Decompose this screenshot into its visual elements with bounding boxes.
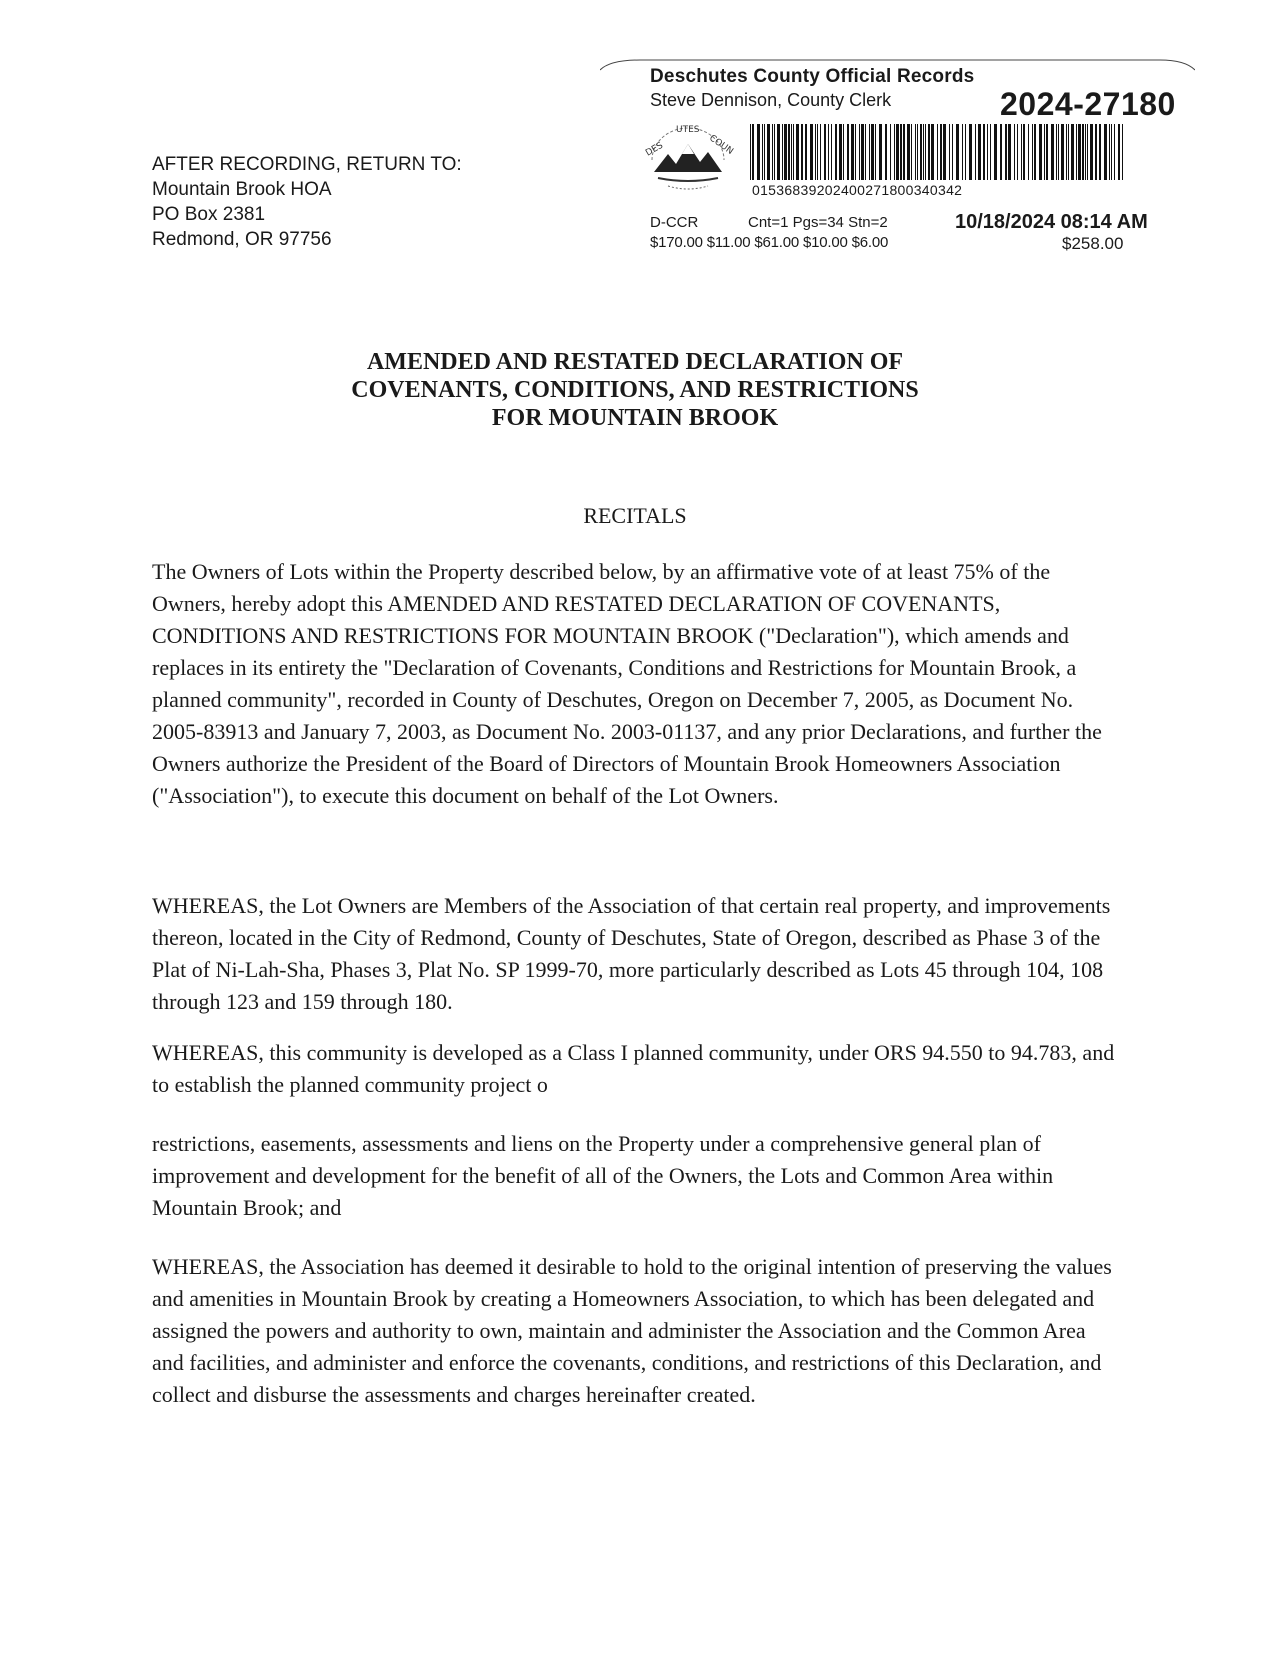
barcode-bar bbox=[851, 124, 854, 180]
barcode-bar bbox=[990, 124, 991, 180]
barcode-bar bbox=[772, 124, 773, 180]
barcode-bar bbox=[987, 124, 988, 180]
barcode-bar bbox=[875, 124, 876, 180]
barcode-bar bbox=[940, 124, 942, 180]
recording-office: Deschutes County Official Records bbox=[650, 66, 975, 87]
barcode-bar bbox=[1046, 124, 1048, 180]
barcode-bar bbox=[1056, 124, 1057, 180]
barcode-bar bbox=[843, 124, 844, 180]
barcode-bar bbox=[911, 124, 912, 180]
fee-breakdown: $170.00 $11.00 $61.00 $10.00 $6.00 bbox=[650, 234, 889, 251]
barcode-bar bbox=[925, 124, 926, 180]
barcode-bar bbox=[952, 124, 953, 180]
barcode-bar bbox=[1087, 124, 1088, 180]
barcode-bar bbox=[793, 124, 794, 180]
barcode-bar bbox=[1014, 124, 1015, 180]
return-name: Mountain Brook HOA bbox=[152, 179, 332, 200]
barcode-bar bbox=[1090, 124, 1093, 180]
barcode-bar bbox=[931, 124, 934, 180]
barcode-bar bbox=[965, 124, 966, 180]
barcode-bar bbox=[764, 124, 765, 180]
barcode-bar bbox=[1066, 124, 1067, 180]
barcode-bar bbox=[815, 124, 816, 180]
barcode-bar bbox=[1061, 124, 1064, 180]
barcode-bar bbox=[896, 124, 899, 180]
barcode-bar bbox=[784, 124, 787, 180]
county-clerk: Steve Dennison, County Clerk bbox=[650, 90, 892, 110]
barcode-bar bbox=[1109, 124, 1110, 180]
barcode-bar bbox=[1008, 124, 1011, 180]
barcode-bar bbox=[1039, 124, 1042, 180]
return-address bbox=[152, 152, 462, 252]
barcode-bar bbox=[752, 124, 754, 180]
barcode-bar bbox=[869, 124, 870, 180]
barcode-bar bbox=[1000, 124, 1002, 180]
barcode-bar bbox=[859, 124, 860, 180]
barcode-bar bbox=[782, 124, 783, 180]
barcode-bar bbox=[1034, 124, 1036, 180]
barcode-bar bbox=[1085, 124, 1086, 180]
barcode-bar bbox=[917, 124, 918, 180]
svg-text:DES: DES bbox=[644, 140, 665, 159]
barcode-bar bbox=[791, 124, 792, 180]
barcode-bar bbox=[1051, 124, 1054, 180]
barcode-bar bbox=[923, 124, 924, 180]
barcode-bar bbox=[847, 124, 849, 180]
barcode-bar bbox=[1111, 124, 1112, 180]
barcode-bar bbox=[824, 124, 826, 180]
paragraph-whereas-2-continued: restrictions, easements, assessments and liens on the Property under a comprehensive general plan of improvement and development for the benefit of all of the Owners, the Lots and Common Area within Mountain Brook; and bbox=[152, 1131, 1054, 1220]
barcode-bar bbox=[831, 124, 832, 180]
barcode-bar bbox=[865, 124, 866, 180]
barcode-bar bbox=[978, 124, 981, 180]
paragraph-recital-1: The Owners of Lots within the Property described below, by an affirmative vote of at least 75% of the Owners, hereby adopt this AMENDED AND RESTATED DECLARATION OF COVENANTS, CONDITIONS AND RESTRICTIONS FOR MOUNTAIN BROOK ("Declaration"), which amends and replaces in its entirety the "Declaration of Covenants, Conditions and Restrictions for Mountain Brook, a planned community", recorded in County of Deschutes, Oregon on December 7, 2005, as Document No. 2005-83913 and January 7, 2003, as Document No. 2003-01137, and any prior Declarations, and further the Owners authorize the President of the Board of Directors of Mountain Brook Homeowners Association ("Association"), to execute this document on behalf of the Lot Owners. bbox=[152, 559, 1102, 808]
return-city-state-zip: Redmond, OR 97756 bbox=[152, 229, 332, 250]
barcode-bar bbox=[983, 124, 985, 180]
county-seal-icon bbox=[638, 120, 738, 200]
barcode-bar bbox=[894, 124, 895, 180]
barcode-bar bbox=[1078, 124, 1081, 180]
barcode-bar bbox=[777, 124, 780, 180]
barcode-bar bbox=[1099, 124, 1101, 180]
barcode-bar bbox=[1023, 124, 1025, 180]
barcode-bar bbox=[994, 124, 997, 180]
barcode-bar bbox=[920, 124, 922, 180]
paragraph-whereas-1: WHEREAS, the Lot Owners are Members of the Association of that certain real property, and improvements thereon, located in the City of Redmond, County of Deschutes, State of Oregon, described as Phase 3 of the Plat of Ni-Lah-Sha, Phases 3, Plat No. SP 1999-70, more particularly described as Lots 45 through 104, 108 through 123 and 159 through 180. bbox=[152, 893, 1111, 1014]
document-type: D-CCR bbox=[650, 214, 699, 231]
barcode-bar bbox=[885, 124, 887, 180]
barcode-bar bbox=[796, 124, 799, 180]
barcode-bar bbox=[810, 124, 813, 180]
barcode-bar bbox=[928, 124, 930, 180]
barcode-bar bbox=[907, 124, 910, 180]
barcode-bar bbox=[1005, 124, 1007, 180]
barcode-bar bbox=[817, 124, 818, 180]
barcode-bar bbox=[969, 124, 972, 180]
barcode-bar bbox=[1017, 124, 1018, 180]
return-po-box: PO Box 2381 bbox=[152, 204, 266, 225]
page-counts: Cnt=1 Pgs=34 Stn=2 bbox=[748, 214, 888, 231]
title-line-3: FOR MOUNTAIN BROOK bbox=[491, 405, 779, 431]
barcode-bar bbox=[890, 124, 891, 180]
barcode-bar bbox=[1114, 124, 1115, 180]
title-line-1: AMENDED AND RESTATED DECLARATION OF bbox=[366, 349, 904, 375]
barcode-bar bbox=[1104, 124, 1107, 180]
barcode-bar bbox=[1021, 124, 1022, 180]
recording-stamp bbox=[600, 58, 1195, 268]
barcode-bar bbox=[820, 124, 821, 180]
barcode-bar bbox=[805, 124, 807, 180]
barcode-bar bbox=[903, 124, 905, 180]
title-line-2: COVENANTS, CONDITIONS, AND RESTRICTIONS bbox=[351, 377, 919, 403]
barcode-bar bbox=[1118, 124, 1120, 180]
barcode-bar bbox=[788, 124, 790, 180]
barcode-bar bbox=[975, 124, 976, 180]
barcode-bar bbox=[828, 124, 829, 180]
barcode-bar bbox=[801, 124, 803, 180]
fee-total: $258.00 bbox=[1062, 234, 1124, 253]
barcode-bar bbox=[871, 124, 874, 180]
svg-text:COUN: COUN bbox=[707, 133, 735, 157]
barcode-bar bbox=[956, 124, 959, 180]
barcode-bar bbox=[1082, 124, 1084, 180]
barcode-bar bbox=[937, 124, 938, 180]
section-heading: RECITALS bbox=[583, 503, 687, 528]
barcode-bar bbox=[774, 124, 775, 180]
recording-date-time: 10/18/2024 08:14 AM bbox=[955, 211, 1148, 233]
barcode-bar bbox=[1058, 124, 1059, 180]
barcode-bar bbox=[1122, 124, 1123, 180]
barcode-bar bbox=[762, 124, 763, 180]
barcode-bar bbox=[1044, 124, 1045, 180]
barcode-bar bbox=[900, 124, 902, 180]
barcode-bar bbox=[949, 124, 950, 180]
barcode-bar bbox=[855, 124, 856, 180]
barcode-bar bbox=[915, 124, 916, 180]
barcode-bar bbox=[1071, 124, 1074, 180]
barcode-bar bbox=[757, 124, 760, 180]
barcode-bar bbox=[861, 124, 864, 180]
barcode-bar bbox=[1032, 124, 1033, 180]
barcode-bar bbox=[962, 124, 963, 180]
barcode-bar bbox=[879, 124, 882, 180]
document-title bbox=[0, 348, 1270, 432]
barcode-bar bbox=[835, 124, 837, 180]
document-number: 2024-27180 bbox=[1000, 86, 1176, 122]
barcode-bar bbox=[750, 124, 751, 180]
barcode bbox=[748, 124, 1128, 180]
paragraph-whereas-3: WHEREAS, the Association has deemed it desirable to hold to the original intention of preserving the values and amenities in Mountain Brook by creating a Homeowners Association, to which has been delegated and assigned the powers and authority to own, maintain and administer the Association and the Common Area and facilities, and administer and enforce the covenants, conditions, and restrictions of this Declaration, and collect and disburse the assessments and charges hereinafter created. bbox=[152, 1254, 1112, 1407]
return-label: AFTER RECORDING, RETURN TO: bbox=[152, 154, 462, 175]
barcode-bar bbox=[767, 124, 770, 180]
barcode-bar bbox=[1068, 124, 1069, 180]
barcode-bar bbox=[1076, 124, 1077, 180]
barcode-bar bbox=[943, 124, 946, 180]
barcode-bar bbox=[1028, 124, 1029, 180]
barcode-bar bbox=[839, 124, 842, 180]
barcode-bar bbox=[1095, 124, 1097, 180]
barcode-number: 01536839202400271800340342 bbox=[752, 182, 963, 198]
svg-text:UTES: UTES bbox=[676, 125, 700, 135]
paragraph-whereas-2: WHEREAS, this community is developed as a Class I planned community, under ORS 94.550 to 94.783, and to establish the planned community project o bbox=[152, 1040, 1115, 1097]
